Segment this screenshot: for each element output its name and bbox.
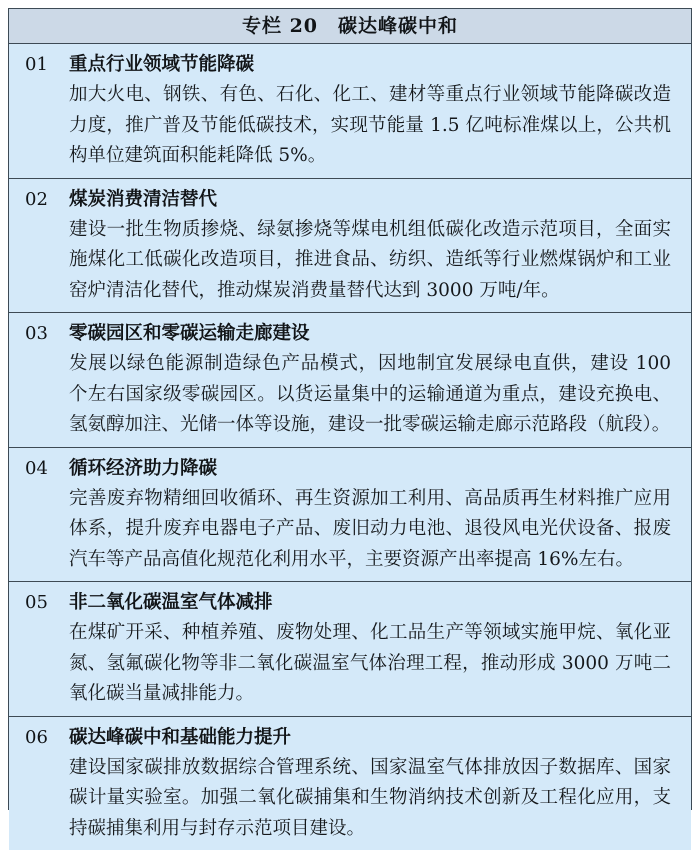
section-content xyxy=(69,454,671,576)
section-06 xyxy=(9,716,691,850)
section-02 xyxy=(9,178,691,313)
section-body-text: 加大火电、钢铁、有色、石化、化工、建材等重点行业领域节能降碳改造力度，推广普及节能低碳技术，实现节能量 1.5 亿吨标准煤以上，公共机构单位建筑面积能耗降低 5%。 xyxy=(69,80,671,172)
section-01 xyxy=(9,44,691,178)
section-content xyxy=(69,588,671,710)
panel-title: 专栏 20 碳达峰碳中和 xyxy=(9,9,691,44)
section-05 xyxy=(9,581,691,716)
section-number: 04 xyxy=(25,454,55,576)
section-content xyxy=(69,319,671,441)
section-content xyxy=(69,185,671,307)
section-body-text: 发展以绿色能源制造绿色产品模式，因地制宜发展绿电直供，建设 100 个左右国家级零碳园区。以货运量集中的运输通道为重点，建设充换电、氢氨醇加注、光储一体等设施，建设一批零碳运输走廊示范路段（航段）。 xyxy=(69,349,671,441)
section-content xyxy=(69,50,671,172)
section-number: 05 xyxy=(25,588,55,710)
section-04 xyxy=(9,447,691,582)
section-03 xyxy=(9,312,691,447)
section-number: 02 xyxy=(25,185,55,307)
section-heading: 碳达峰碳中和基础能力提升 xyxy=(69,723,671,753)
column-panel xyxy=(8,8,692,810)
section-body-text: 建设国家碳排放数据综合管理系统、国家温室气体排放因子数据库、国家碳计量实验室。加强二氧化碳捕集和生物消纳技术创新及工程化应用，支持碳捕集利用与封存示范项目建设。 xyxy=(69,753,671,845)
section-number: 01 xyxy=(25,50,55,172)
section-heading: 零碳园区和零碳运输走廊建设 xyxy=(69,319,671,349)
section-list xyxy=(9,44,691,850)
section-heading: 煤炭消费清洁替代 xyxy=(69,185,671,215)
section-body-text: 在煤矿开采、种植养殖、废物处理、化工品生产等领域实施甲烷、氧化亚氮、氢氟碳化物等非二氧化碳温室气体治理工程，推动形成 3000 万吨二氧化碳当量减排能力。 xyxy=(69,618,671,710)
section-content xyxy=(69,723,671,845)
section-number: 03 xyxy=(25,319,55,441)
section-body-text: 建设一批生物质掺烧、绿氨掺烧等煤电机组低碳化改造示范项目，全面实施煤化工低碳化改造项目，推进食品、纺织、造纸等行业燃煤锅炉和工业窑炉清洁化替代，推动煤炭消费量替代达到 3000 万吨/年。 xyxy=(69,215,671,307)
section-heading: 循环经济助力降碳 xyxy=(69,454,671,484)
section-body-text: 完善废弃物精细回收循环、再生资源加工利用、高品质再生材料推广应用体系，提升废弃电器电子产品、废旧动力电池、退役风电光伏设备、报废汽车等产品高值化规范化利用水平，主要资源产出率提高 16%左右。 xyxy=(69,484,671,576)
section-heading: 非二氧化碳温室气体减排 xyxy=(69,588,671,618)
section-heading: 重点行业领域节能降碳 xyxy=(69,50,671,80)
section-number: 06 xyxy=(25,723,55,845)
